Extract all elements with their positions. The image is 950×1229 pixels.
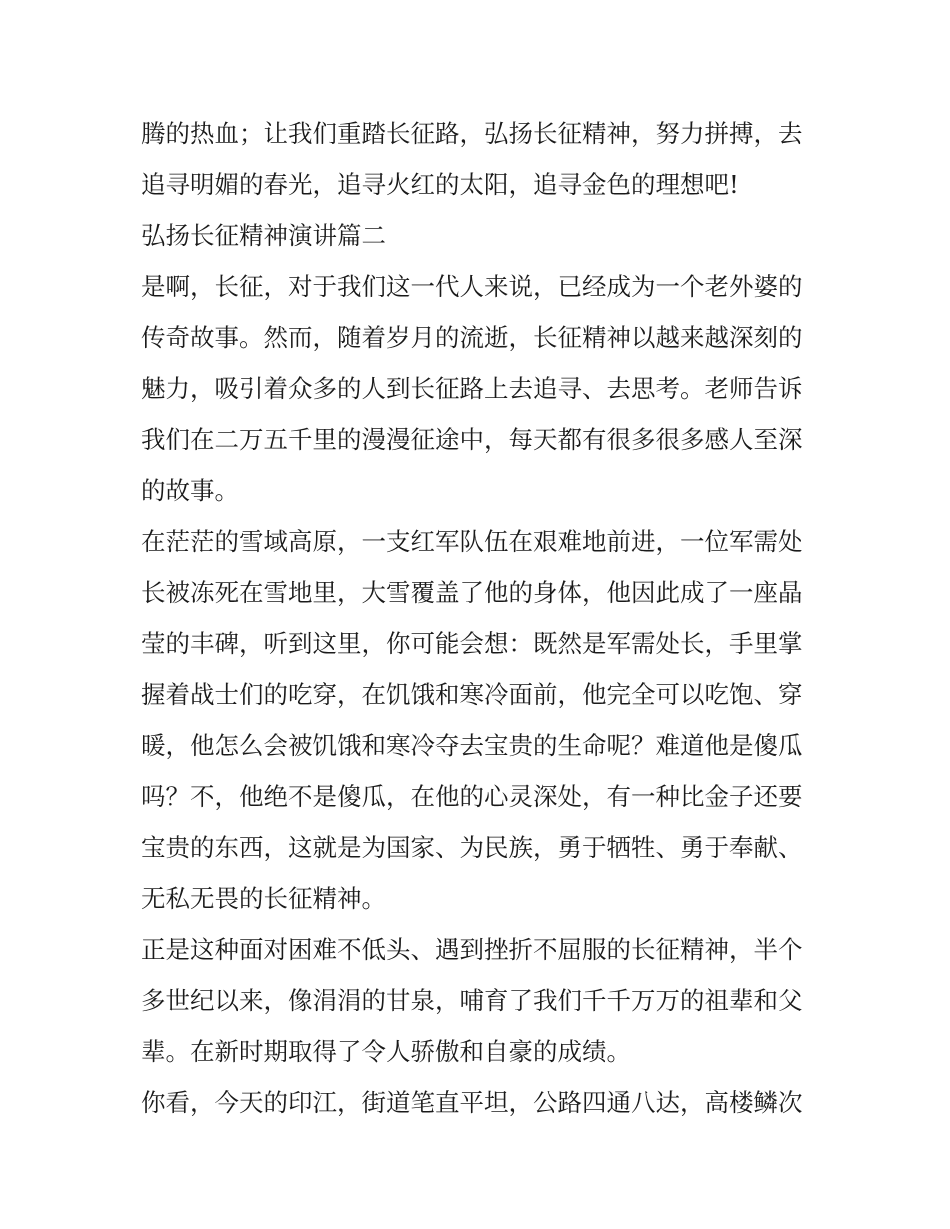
text-line: 长被冻死在雪地里，大雪覆盖了他的身体，他因此成了一座晶 <box>141 578 803 607</box>
section-heading <box>141 210 821 261</box>
text-line: 辈。在新时期取得了令人骄傲和自豪的成绩。 <box>141 1037 631 1066</box>
text-line: 追寻明媚的春光，追寻火红的太阳，追寻金色的理想吧! <box>141 170 739 199</box>
paragraph <box>141 261 821 516</box>
text-line: 吗？不，他绝不是傻瓜，在他的心灵深处，有一种比金子还要 <box>141 782 803 811</box>
text-line: 在茫茫的雪域高原，一支红军队伍在艰难地前进，一位军需处 <box>141 527 803 556</box>
text-line: 握着战士们的吃穿，在饥饿和寒冷面前，他完全可以吃饱、穿 <box>141 680 803 709</box>
text-line: 魅力，吸引着众多的人到长征路上去追寻、去思考。老师告诉 <box>141 374 803 403</box>
paragraph <box>141 924 821 1077</box>
text-line: 腾的热血；让我们重踏长征路，弘扬长征精神，努力拼搏，去 <box>141 119 803 148</box>
text-line: 正是这种面对困难不低头、遇到挫折不屈服的长征精神，半个 <box>141 935 803 964</box>
paragraph <box>141 108 821 210</box>
heading-text: 弘扬长征精神演讲篇二 <box>141 221 386 250</box>
text-line: 我们在二万五千里的漫漫征途中，每天都有很多很多感人至深 <box>141 425 803 454</box>
text-line: 多世纪以来，像涓涓的甘泉，哺育了我们千千万万的祖辈和父 <box>141 986 803 1015</box>
text-line: 的故事。 <box>141 476 239 505</box>
text-line: 莹的丰碑，听到这里，你可能会想：既然是军需处长，手里掌 <box>141 629 803 658</box>
text-line: 无私无畏的长征精神。 <box>141 884 386 913</box>
paragraph <box>141 516 821 924</box>
document-body <box>141 108 821 1128</box>
text-line: 宝贵的东西，这就是为国家、为民族，勇于牺牲、勇于奉献、 <box>141 833 803 862</box>
text-line: 是啊，长征，对于我们这一代人来说，已经成为一个老外婆的 <box>141 272 803 301</box>
text-line: 你看，今天的印江，街道笔直平坦，公路四通八达，高楼鳞次 <box>141 1088 803 1117</box>
paragraph <box>141 1077 821 1128</box>
text-line: 传奇故事。然而，随着岁月的流逝，长征精神以越来越深刻的 <box>141 323 803 352</box>
text-line: 暖，他怎么会被饥饿和寒冷夺去宝贵的生命呢？难道他是傻瓜 <box>141 731 803 760</box>
